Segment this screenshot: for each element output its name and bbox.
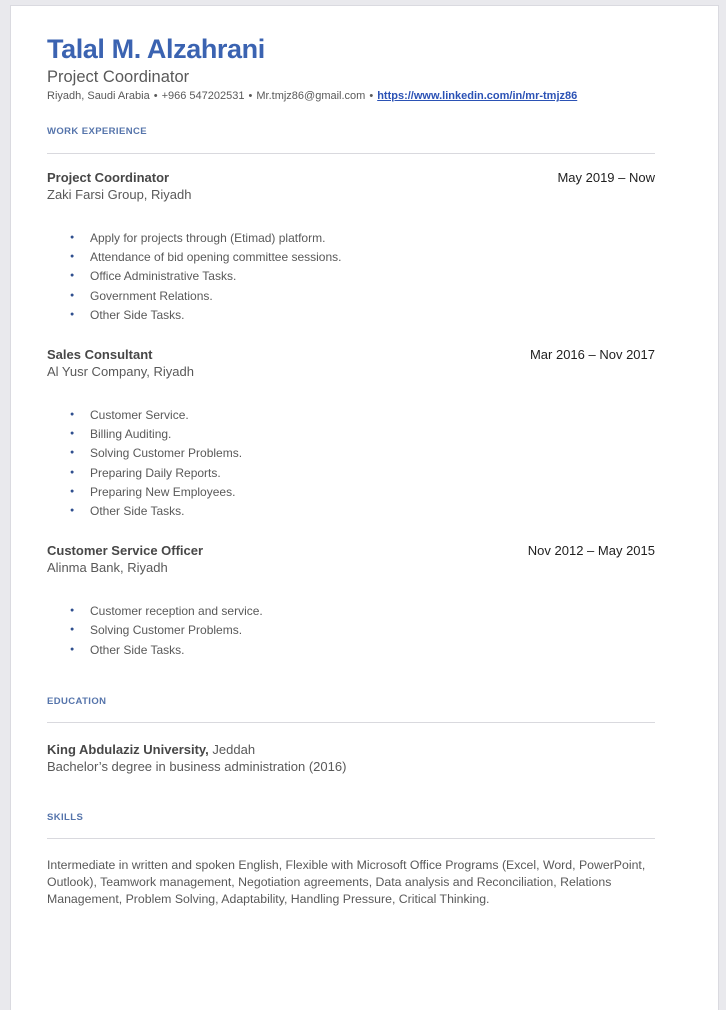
contact-phone: +966 547202531 xyxy=(161,90,245,103)
resume-content xyxy=(11,6,718,908)
contact-line xyxy=(47,90,655,103)
job-company: Al Yusr Company, Riyadh xyxy=(47,363,194,379)
section-heading-education: EDUCATION xyxy=(47,695,107,707)
job-entry xyxy=(47,544,655,657)
job-bullet-list xyxy=(47,231,655,323)
job-header xyxy=(47,171,655,186)
job-title: Customer Service Officer xyxy=(47,542,204,558)
education-entry xyxy=(47,742,655,775)
job-header xyxy=(47,544,655,559)
job-title: Project Coordinator xyxy=(47,169,170,185)
job-dates: May 2019 – Now xyxy=(557,169,655,185)
education-degree: Bachelor’s degree in business administration (2016) xyxy=(47,758,347,774)
section-divider xyxy=(47,722,655,723)
section-heading-skills: SKILLS xyxy=(47,811,84,823)
education-city: Jeddah xyxy=(212,742,256,758)
job-dates: Mar 2016 – Nov 2017 xyxy=(529,346,655,362)
education-school: King Abdulaziz University, xyxy=(47,742,209,758)
bullet-separator: • xyxy=(153,90,158,103)
linkedin-link[interactable]: https://www.linkedin.com/in/mr-tmjz86 xyxy=(377,90,578,103)
resume-page xyxy=(10,5,719,1010)
bullet-item: ● Other Side Tasks. xyxy=(47,308,655,322)
job-bullet-list xyxy=(47,604,655,657)
person-name: Talal M. Alzahrani xyxy=(47,34,265,64)
section-divider xyxy=(47,153,655,154)
section-heading-work-experience: WORK EXPERIENCE xyxy=(47,126,147,138)
contact-email: Mr.tmjz86@gmail.com xyxy=(256,90,366,103)
bullet-item: ● Government Relations. xyxy=(47,289,655,303)
bullet-item: ● Other Side Tasks. xyxy=(47,504,655,518)
job-company: Zaki Farsi Group, Riyadh xyxy=(47,186,192,202)
bullet-item: ● Preparing New Employees. xyxy=(47,485,655,499)
bullet-separator: • xyxy=(369,90,374,103)
bullet-item: ● Preparing Daily Reports. xyxy=(47,466,655,480)
job-entry xyxy=(47,171,655,323)
bullet-item: ● Office Administrative Tasks. xyxy=(47,269,655,283)
education-school-line xyxy=(47,742,655,758)
job-entry xyxy=(47,348,655,519)
job-bullet-list xyxy=(47,408,655,519)
bullet-item: ● Other Side Tasks. xyxy=(47,643,655,657)
bullet-item: ● Solving Customer Problems. xyxy=(47,446,655,460)
bullet-item: ● Customer Service. xyxy=(47,408,655,422)
job-title: Sales Consultant xyxy=(47,346,153,362)
bullet-separator: • xyxy=(248,90,253,103)
skills-paragraph: Intermediate in written and spoken English, Flexible with Microsoft Office Programs (Excel, Word, PowerPoint, Outlook), Teamwork management, Negotiation agreements, Data analysis and Reconciliation, Relations Management, Problem Solving, Adaptability, Handling Pressure, Critical Thinking. xyxy=(47,858,646,907)
contact-location: Riyadh, Saudi Arabia xyxy=(47,90,150,103)
person-job-title: Project Coordinator xyxy=(47,68,190,87)
bullet-item: ● Billing Auditing. xyxy=(47,427,655,441)
bullet-item: ● Customer reception and service. xyxy=(47,604,655,618)
bullet-item: ● Solving Customer Problems. xyxy=(47,623,655,637)
job-company: Alinma Bank, Riyadh xyxy=(47,559,168,575)
job-header xyxy=(47,348,655,363)
section-divider xyxy=(47,838,655,839)
job-dates: Nov 2012 – May 2015 xyxy=(527,542,655,558)
bullet-item: ● Apply for projects through (Etimad) platform. xyxy=(47,231,655,245)
bullet-item: ● Attendance of bid opening committee sessions. xyxy=(47,250,655,264)
